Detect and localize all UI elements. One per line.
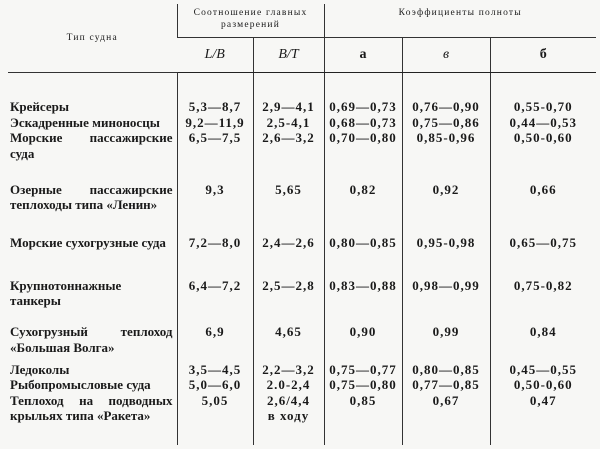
value-cell-b [490,229,596,272]
value-lb: 5,05 [201,392,229,408]
header-col-v: в [402,38,490,73]
value-v: 0,99 [432,324,460,340]
value-cell-v [402,316,490,360]
value-lb: 6,5—7,5 [188,130,242,145]
value-lb: 5,3—8,7 [188,99,242,114]
table-row [8,272,596,317]
value-b: 0,65—0,75 [509,235,577,251]
value-a: 0,75—0,77 [329,361,397,377]
value-lb: 9,3 [205,181,225,197]
value-cell-bt [253,316,324,360]
value-v: 0,85-0,96 [416,130,476,145]
value-cell-bt [253,360,324,445]
value-cell-v [402,272,490,317]
value-cell-b [490,272,596,317]
value-cell-bt [253,272,324,317]
ship-type-name: Рыбопромысловые суда [10,377,151,393]
value-v: 0,77—0,85 [412,377,480,393]
value-cell-lb [177,178,253,229]
value-bt: в ходу [267,408,310,424]
value-bt: 2,2—3,2 [262,361,315,377]
value-cell-a [324,316,402,360]
value-cell-v [402,178,490,229]
value-cell-b [490,316,596,360]
header-ship-type: Тип судна [8,4,177,73]
value-cell-lb [177,73,253,178]
value-bt: 4,65 [275,324,302,340]
value-lb: 6,4—7,2 [188,277,242,293]
value-a: 0,80—0,85 [329,235,397,251]
ship-type-name: Ледоколы [10,361,70,377]
value-a: 0,90 [349,324,377,340]
value-lb: 9,2—11,9 [185,114,245,130]
ship-type-name: Крупнотоннажные танкеры [10,277,122,309]
ship-type-name: Озерные пассажирские теплоходы типа «Ленин» [10,181,173,213]
value-b: 0,84 [529,324,557,340]
ship-type-name: Морские пассажирские суда [10,130,173,161]
value-cell-v [402,229,490,272]
value-b: 0,55-0,70 [513,99,573,114]
ship-type-name: Теплоход на подводных крыльях типа «Ракета» [10,392,173,424]
value-cell-lb [177,316,253,360]
table-row [8,178,596,229]
value-cell-bt [253,73,324,178]
ship-type-cell [8,272,177,317]
table-row [8,316,596,360]
ship-type-cell [8,73,177,178]
value-lb: 7,2—8,0 [188,235,242,251]
value-bt: 2.0-2,4 [266,377,311,393]
value-cell-lb [177,229,253,272]
value-bt: 2,6—3,2 [262,130,315,145]
value-a: 0,82 [349,181,377,197]
value-v: 0,95-0,98 [416,235,476,251]
value-bt: 2,5-4,1 [266,114,311,130]
header-ratios-group: Соотношение главных размерений [177,4,324,38]
value-cell-a [324,229,402,272]
header-col-lb: L/B [177,38,253,73]
header-col-a: а [324,38,402,73]
value-cell-bt [253,178,324,229]
ship-type-name: Морские сухогрузные суда [10,235,166,251]
ship-coefficients-table [8,4,596,445]
value-bt: 2,5—2,8 [262,277,315,293]
value-b: 0,50-0,60 [513,377,573,393]
value-b: 0,45—0,55 [509,361,577,377]
value-b: 0,50-0,60 [513,130,573,145]
value-cell-b [490,360,596,445]
ship-type-cell [8,178,177,229]
header-col-bt: B/T [253,38,324,73]
ship-type-cell [8,360,177,445]
value-b: 0,66 [529,181,557,197]
value-bt: 2,6/4,4 [266,392,311,408]
value-v: 0,76—0,90 [412,99,480,114]
value-b: 0,47 [529,392,557,408]
value-cell-v [402,73,490,178]
value-cell-a [324,73,402,178]
value-cell-bt [253,229,324,272]
table-row [8,73,596,178]
table-row [8,360,596,445]
value-lb: 3,5—4,5 [188,361,242,377]
value-bt: 2,9—4,1 [262,99,315,114]
value-cell-b [490,73,596,178]
ship-type-name: Эскадренные миноносцы [10,114,160,130]
value-bt: 5,65 [275,181,302,197]
value-a: 0,85 [349,392,377,408]
value-a: 0,83—0,88 [329,277,397,293]
ship-type-name: Крейсеры [10,99,69,114]
ship-type-cell [8,229,177,272]
value-a: 0,68—0,73 [329,114,397,130]
value-b: 0,75-0,82 [513,277,573,293]
value-v: 0,80—0,85 [412,361,480,377]
value-v: 0,67 [432,392,460,408]
value-lb: 5,0—6,0 [188,377,242,393]
value-a: 0,69—0,73 [329,99,397,114]
value-cell-a [324,178,402,229]
value-cell-a [324,272,402,317]
value-a: 0,70—0,80 [329,130,397,145]
value-lb: 6,9 [205,324,225,340]
value-v: 0,75—0,86 [412,114,480,130]
header-col-b: б [490,38,596,73]
table-row [8,229,596,272]
value-v: 0,98—0,99 [412,277,480,293]
value-a: 0,75—0,80 [329,377,397,393]
value-cell-lb [177,272,253,317]
value-v: 0,92 [432,181,460,197]
ship-type-cell [8,316,177,360]
value-cell-b [490,178,596,229]
value-cell-a [324,360,402,445]
value-cell-lb [177,360,253,445]
value-b: 0,44—0,53 [509,114,577,130]
value-cell-v [402,360,490,445]
header-coefficients-group: Коэффициенты полноты [324,4,596,38]
value-bt: 2,4—2,6 [262,235,315,251]
ship-type-name: Сухогрузный теплоход «Большая Волга» [10,324,173,355]
